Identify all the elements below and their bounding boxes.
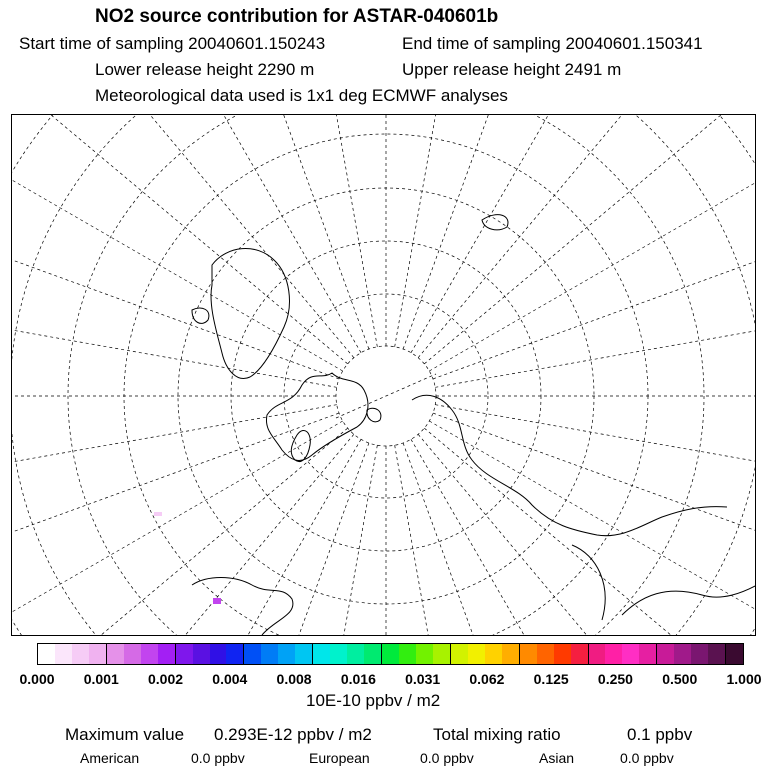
- meridian-line: [395, 115, 543, 347]
- color-scale-segment: [589, 644, 606, 664]
- color-scale-segment: [708, 644, 726, 664]
- max-value-label: Maximum value: [65, 725, 185, 744]
- color-scale-segment: [622, 644, 639, 664]
- american-label: American: [80, 750, 140, 766]
- meridian-line: [429, 421, 756, 636]
- meridian-line: [12, 413, 339, 636]
- coastline-scandinavia: [291, 430, 310, 461]
- total-mixing-label: Total mixing ratio: [433, 725, 561, 744]
- meridian-line: [230, 445, 378, 636]
- latitude-circle: [12, 115, 756, 636]
- coastline-arctic-islands: [367, 215, 508, 422]
- meridian-line: [12, 115, 343, 371]
- polar-projection-map: [12, 115, 756, 636]
- color-scale-tick-label: 0.008: [276, 671, 312, 687]
- color-scale-segment: [605, 644, 622, 664]
- color-scale-tick-label: 0.062: [469, 671, 505, 687]
- color-scale-tick-label: 0.031: [405, 671, 441, 687]
- color-scale-segment: [244, 644, 261, 664]
- color-scale-tick-label: 0.500: [662, 671, 698, 687]
- meridian-line: [78, 443, 369, 636]
- asian-value: 0.0 ppbv: [620, 750, 674, 766]
- latitude-circle: [12, 115, 756, 636]
- color-scale-segment: [261, 644, 278, 664]
- met-data-label: Meteorological data used is 1x1 deg ECMWF analyses: [95, 86, 508, 105]
- color-scale-segment: [537, 644, 554, 664]
- color-scale-segment: [674, 644, 691, 664]
- meridian-line: [433, 413, 756, 636]
- meridian-line: [12, 428, 348, 636]
- source-cell-africa: [213, 598, 221, 604]
- meridian-line: [12, 115, 339, 379]
- color-scale-segment: [485, 644, 502, 664]
- color-scale-segment: [364, 644, 382, 664]
- color-scale-segment: [124, 644, 141, 664]
- meridian-line: [395, 445, 543, 636]
- color-scale-tick-label: 0.125: [533, 671, 569, 687]
- color-scale-segment: [691, 644, 708, 664]
- meridian-line: [230, 115, 378, 347]
- meridian-line: [418, 434, 756, 636]
- color-scale-segment: [520, 644, 537, 664]
- color-scale-segment: [433, 644, 451, 664]
- meridian-line: [424, 115, 756, 364]
- color-scale-segment: [72, 644, 89, 664]
- color-scale-segment: [141, 644, 158, 664]
- meridian-line: [12, 115, 348, 364]
- asian-label: Asian: [539, 750, 575, 766]
- start-time-label: Start time of sampling 20040601.150243: [19, 34, 326, 53]
- color-scale-segment: [158, 644, 176, 664]
- map-title: NO2 source contribution for ASTAR-040601b: [95, 6, 499, 27]
- european-value: 0.0 ppbv: [420, 750, 474, 766]
- color-scale-segment: [38, 644, 55, 664]
- color-scale-tick-label: 0.000: [19, 671, 55, 687]
- color-scale-tick-label: 0.002: [148, 671, 184, 687]
- meridian-line: [12, 115, 361, 353]
- latitude-circle: [12, 115, 756, 636]
- color-scale-segment: [55, 644, 72, 664]
- coastline-greenland: [211, 249, 289, 379]
- color-scale-segment: [193, 644, 210, 664]
- meridian-line: [429, 115, 756, 371]
- color-scale-segment: [502, 644, 520, 664]
- source-contribution-cells: [154, 512, 221, 604]
- color-scale-unit: 10E-10 ppbv / m2: [306, 691, 441, 710]
- color-scale-segment: [468, 644, 485, 664]
- meridian-line: [12, 115, 354, 358]
- color-scale-segment: [89, 644, 107, 664]
- color-scale-segment: [278, 644, 295, 664]
- coastlines: [192, 215, 756, 635]
- color-scale-segment: [639, 644, 657, 664]
- meridian-line: [403, 443, 694, 636]
- meridian-line: [12, 434, 354, 636]
- max-value: 0.293E-12 ppbv / m2: [214, 725, 372, 744]
- meridian-line: [418, 115, 756, 358]
- color-scale-bar: [37, 643, 744, 665]
- color-scale-segment: [657, 644, 674, 664]
- coastline-north-america: [412, 395, 727, 535]
- source-cell-atlantic: [154, 512, 162, 516]
- color-scale-segment: [726, 644, 743, 664]
- polar-map-panel: [11, 114, 756, 636]
- color-scale-segment: [107, 644, 124, 664]
- american-value: 0.0 ppbv: [191, 750, 245, 766]
- color-scale-tick-label: 0.016: [340, 671, 376, 687]
- color-scale-segment: [451, 644, 468, 664]
- meridian-line: [403, 115, 694, 349]
- color-scale-segment: [226, 644, 244, 664]
- european-label: European: [309, 750, 370, 766]
- meridian-line: [424, 428, 756, 636]
- color-scale-segment: [295, 644, 313, 664]
- lower-height-label: Lower release height 2290 m: [95, 60, 315, 79]
- color-scale-tick-label: 0.004: [212, 671, 248, 687]
- color-scale-tick-label: 1.000: [726, 671, 762, 687]
- color-scale-segment: [382, 644, 399, 664]
- color-scale-segment: [347, 644, 364, 664]
- color-scale-segment: [554, 644, 571, 664]
- meridian-line: [411, 115, 756, 353]
- upper-height-label: Upper release height 2491 m: [402, 60, 622, 79]
- color-scale-segment: [313, 644, 330, 664]
- coastline-eurasia: [266, 373, 368, 460]
- coastline-iceland: [192, 308, 209, 323]
- color-scale-tick-label: 0.250: [597, 671, 633, 687]
- color-scale-segment: [399, 644, 416, 664]
- color-scale-tick-label: 0.001: [83, 671, 119, 687]
- color-scale-segment: [571, 644, 589, 664]
- color-scale-segment: [210, 644, 227, 664]
- color-scale-segment: [416, 644, 433, 664]
- color-scale-segment: [176, 644, 193, 664]
- lat-lon-grid: [12, 115, 756, 636]
- total-mixing-value: 0.1 ppbv: [627, 725, 693, 744]
- coastline-africa: [192, 578, 293, 636]
- end-time-label: End time of sampling 20040601.150341: [402, 34, 703, 53]
- color-scale-segment: [330, 644, 347, 664]
